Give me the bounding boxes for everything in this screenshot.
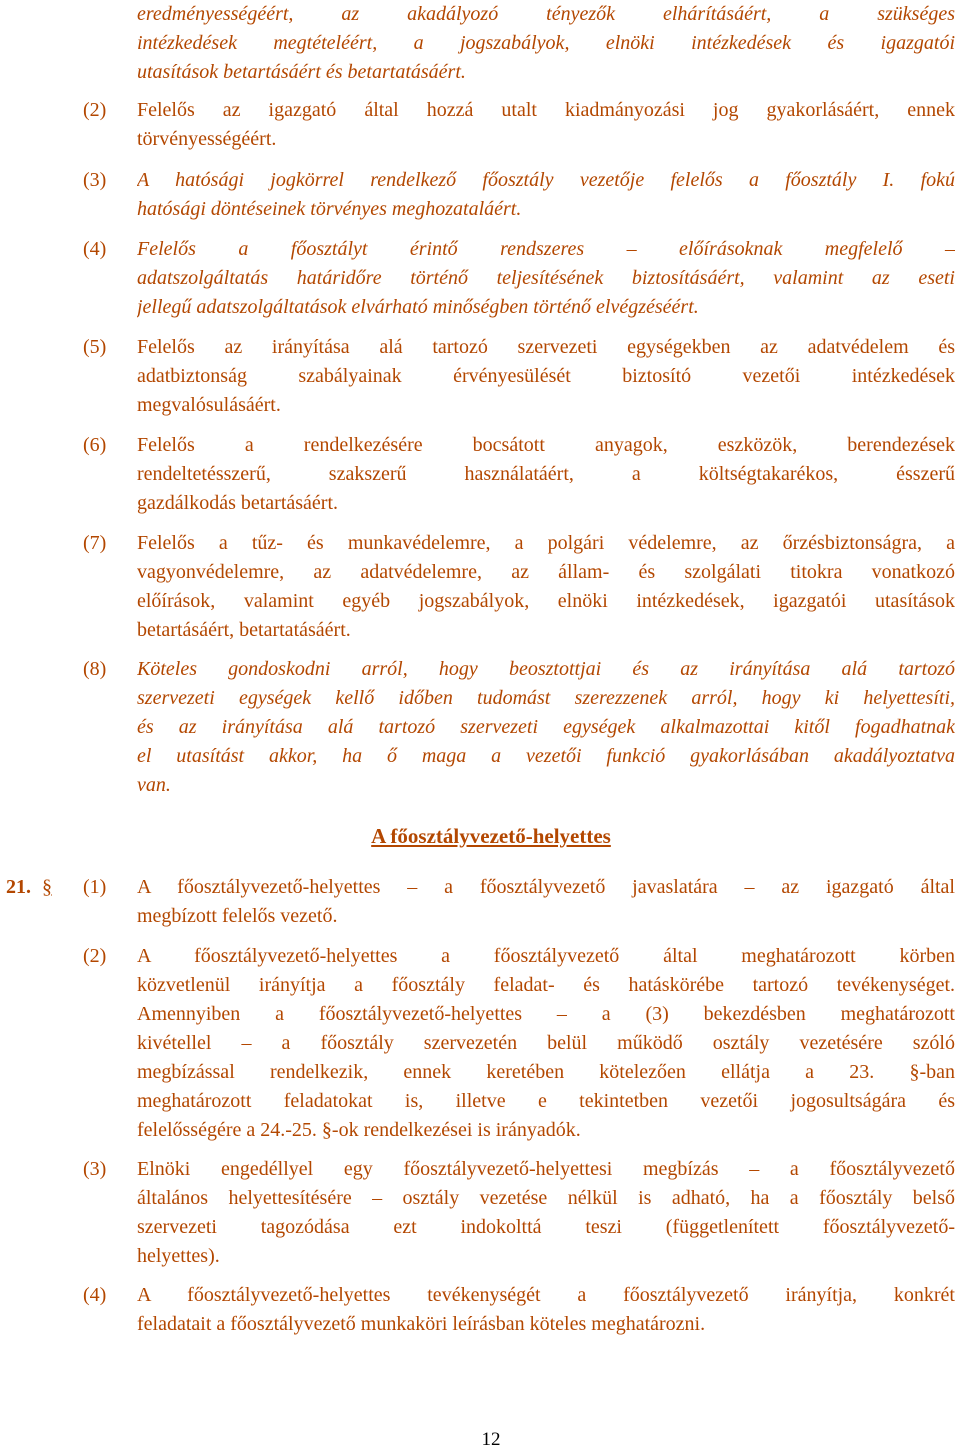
paragraph-line: utasítások betartásáért és betartatásáért. [137, 61, 466, 83]
paragraph-line: A főosztályvezető-helyettes a főosztályvezető által meghatározott körben [137, 945, 955, 967]
paragraph-number: (2) [83, 99, 107, 121]
paragraph-number: (5) [83, 336, 107, 358]
paragraph-3 [137, 166, 955, 224]
paragraph-line: A hatósági jogkörrel rendelkező főosztály vezetője felelős a főosztály I. fokú [137, 169, 955, 191]
paragraph-line: Felelős az igazgató által hozzá utalt kiadmányozási jog gyakorlásáért, ennek [137, 99, 955, 121]
paragraph-line: van. [137, 774, 171, 796]
paragraph-number: (4) [83, 238, 107, 260]
paragraph-number: (2) [83, 945, 107, 967]
paragraph-line: intézkedések megtételéért, a jogszabályok, elnöki intézkedések és igazgatói [137, 32, 955, 54]
paragraph-number: (4) [83, 1284, 107, 1306]
paragraph-line: szervezeti tagozódása ezt indokolttá teszi (függetlenített főosztályvezető- [137, 1216, 955, 1238]
section-21-paragraph-3 [137, 1155, 955, 1271]
paragraph-5 [137, 333, 955, 420]
section-21-paragraph-1 [137, 873, 955, 931]
paragraph-line: helyettes). [137, 1245, 220, 1267]
paragraph-line: megvalósulásáért. [137, 394, 281, 416]
section-heading: A főosztályvezető-helyettes [371, 824, 611, 848]
paragraph-8 [137, 655, 955, 800]
paragraph-7 [137, 529, 955, 645]
paragraph-line: szervezeti egységek kellő időben tudomást szerezzenek arról, hogy ki helyettesíti, [137, 687, 955, 709]
paragraph-4 [137, 235, 955, 322]
paragraph-line: törvényességéért. [137, 128, 277, 150]
paragraph-line: Felelős a főosztályt érintő rendszeres – előírásoknak megfelelő – [137, 238, 955, 260]
paragraph-line: rendeltetésszerű, szakszerű használatáért, a költségtakarékos, ésszerű [137, 463, 955, 485]
paragraph-number: (3) [83, 1158, 107, 1180]
paragraph-line: általános helyettesítésére – osztály vezetése nélkül is adható, ha a főosztály belső [137, 1187, 955, 1209]
paragraph-2 [137, 96, 955, 154]
paragraph-line: hatósági döntéseinek törvényes meghozataláért. [137, 198, 522, 220]
paragraph-line: jellegű adatszolgáltatások elvárható minőségben történő elvégzéséért. [137, 296, 699, 318]
paragraph-number: (7) [83, 532, 107, 554]
paragraph-continuation [137, 0, 955, 87]
section-number: 21. [6, 876, 31, 898]
paragraph-line: A főosztályvezető-helyettes – a főosztályvezető javaslatára – az igazgató által [137, 876, 955, 898]
paragraph-line: betartásáért, betartatásáért. [137, 619, 351, 641]
paragraph-line: Elnöki engedéllyel egy főosztályvezető-helyettesi megbízás – a főosztályvezető [137, 1158, 955, 1180]
paragraph-line: kivétellel – a főosztály szervezetén belül működő osztály vezetésére szóló [137, 1032, 955, 1054]
paragraph-line: meghatározott feladatokat is, illetve e tekintetben vezetői jogosultságára és [137, 1090, 955, 1112]
section-21-paragraph-2 [137, 942, 955, 1145]
paragraph-line: Amennyiben a főosztályvezető-helyettes – a (3) bekezdésben meghatározott [137, 1003, 955, 1025]
paragraph-number: (8) [83, 658, 107, 680]
paragraph-line: Köteles gondoskodni arról, hogy beosztottjai és az irányítása alá tartozó [137, 658, 955, 680]
paragraph-line: közvetlenül irányítja a főosztály feladat- és hatáskörébe tartozó tevékenységet. [137, 974, 955, 996]
paragraph-line: feladatait a főosztályvezető munkaköri leírásban köteles meghatározni. [137, 1313, 706, 1335]
paragraph-line: eredményességéért, az akadályozó tényezők elhárításáért, a szükséges [137, 3, 955, 25]
page-number: 12 [481, 1429, 501, 1450]
paragraph-line: adatszolgáltatás határidőre történő teljesítésének biztosításáért, valamint az eseti [137, 267, 955, 289]
paragraph-number: (3) [83, 169, 107, 191]
paragraph-line: megbízott felelős vezető. [137, 905, 338, 927]
paragraph-line: A főosztályvezető-helyettes tevékenységét a főosztályvezető irányítja, konkrét [137, 1284, 955, 1306]
section-symbol: § [42, 876, 52, 898]
paragraph-number: (1) [83, 876, 107, 898]
paragraph-line: Felelős a rendelkezésére bocsátott anyagok, eszközök, berendezések [137, 434, 955, 456]
paragraph-line: vagyonvédelemre, az adatvédelemre, az állam- és szolgálati titokra vonatkozó [137, 561, 955, 583]
paragraph-line: Felelős a tűz- és munkavédelemre, a polgári védelemre, az őrzésbiztonságra, a [137, 532, 955, 554]
paragraph-line: előírások, valamint egyéb jogszabályok, elnöki intézkedések, igazgatói utasítások [137, 590, 955, 612]
paragraph-number: (6) [83, 434, 107, 456]
paragraph-6 [137, 431, 955, 518]
section-21-paragraph-4 [137, 1281, 955, 1339]
paragraph-line: el utasítást akkor, ha ő maga a vezetői funkció gyakorlásában akadályoztatva [137, 745, 955, 767]
paragraph-line: megbízással rendelkezik, ennek keretében kötelezően ellátja a 23. §-ban [137, 1061, 955, 1083]
paragraph-line: Felelős az irányítása alá tartozó szervezeti egységekben az adatvédelem és [137, 336, 955, 358]
paragraph-line: gazdálkodás betartásáért. [137, 492, 339, 514]
paragraph-line: felelősségére a 24.-25. §-ok rendelkezései is irányadók. [137, 1119, 581, 1141]
paragraph-line: és az irányítása alá tartozó szervezeti egységek alkalmazottai kitől fogadhatnak [137, 716, 955, 738]
paragraph-line: adatbiztonság szabályainak érvényesülését biztosító vezetői intézkedések [137, 365, 955, 387]
